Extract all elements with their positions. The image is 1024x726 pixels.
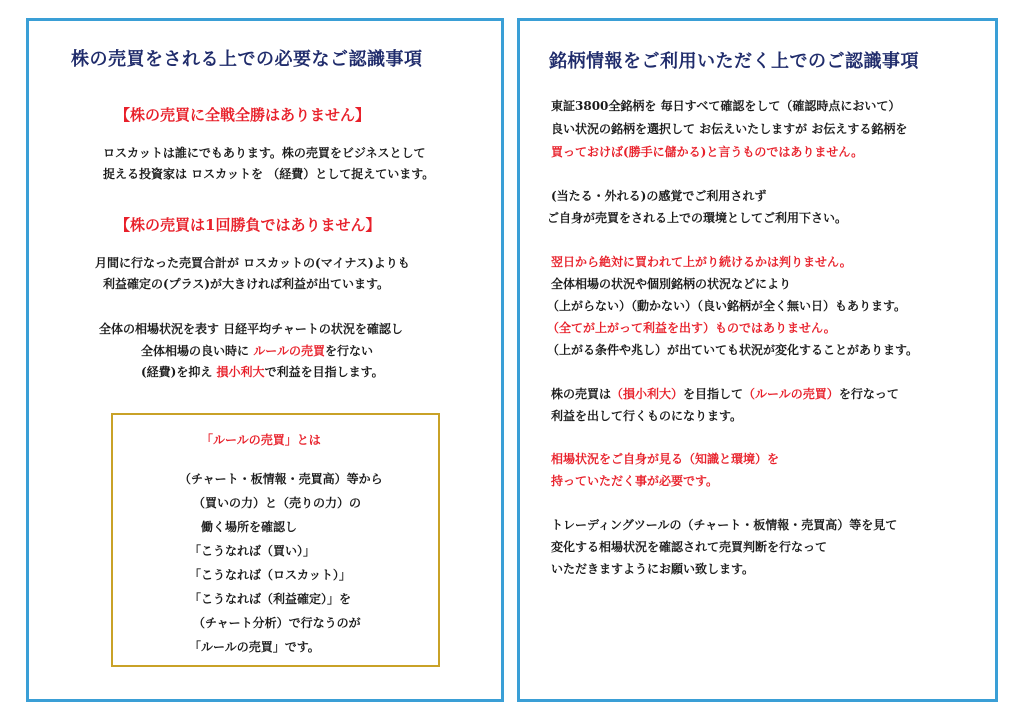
heading-no-perfect-wins: 【株の売買に全戦全勝はありません】 <box>115 106 371 124</box>
s3-line-2: 全体相場の状況や個別銘柄の状況などにより <box>551 277 792 291</box>
s4-rule-trading-highlight: （ルールの売買） <box>743 387 839 401</box>
s5-line-2: 持っていただく事が必要です。 <box>551 474 719 488</box>
s4-line-1 <box>551 387 899 401</box>
market-check-line-2 <box>141 344 373 358</box>
rule-box-line: 「ルールの売買」です。 <box>189 640 320 654</box>
left-title: 株の売買をされる上での必要なご認識事項 <box>71 49 423 70</box>
s4-small-loss-highlight: （損小利大） <box>611 387 684 401</box>
right-panel <box>517 18 998 702</box>
rule-box-line: （チャート・板情報・売買高）等から <box>179 472 383 486</box>
left-panel <box>26 18 504 702</box>
s3-line-5: （上がる条件や兆し）が出ていても状況が変化することがあります。 <box>547 343 919 357</box>
rule-box-line: 「こうなれば（利益確定）」を <box>189 592 352 606</box>
market-check-line-3-post: で利益を目指します。 <box>264 365 384 379</box>
rule-trading-highlight: ルールの売買 <box>253 344 325 358</box>
right-title: 銘柄情報をご利用いただく上でのご認識事項 <box>549 51 919 72</box>
s4-line-1-post: を行なって <box>838 387 899 401</box>
market-check-line-2-pre: 全体相場の良い時に <box>141 344 250 358</box>
s4-line-1-mid: を目指して <box>683 387 744 401</box>
market-check-line-1: 全体の相場状況を表す 日経平均チャートの状況を確認し <box>99 322 403 336</box>
s1-line-1: 東証3800全銘柄を 毎日すべて確認をして（確認時点において） <box>551 99 901 113</box>
s6-line-3: いただきますようにお願い致します。 <box>551 562 755 576</box>
market-check-line-3-pre: (経費)を抑え <box>141 365 213 379</box>
market-check-line-3 <box>141 365 384 379</box>
rule-box-title: 「ルールの売買」とは <box>201 433 321 447</box>
s1-line-3: 買っておけば(勝手に儲かる)と言うものではありません。 <box>551 145 864 159</box>
rule-box-line: 「こうなれば（ロスカット）」 <box>189 568 351 582</box>
rule-box-line: （チャート分析）で行なうのが <box>193 616 361 630</box>
s3-line-3: （上がらない）（動かない）（良い銘柄が全く無い日）もあります。 <box>547 299 907 313</box>
market-check-line-2-post: を行ない <box>324 344 373 358</box>
rule-box-line: （買いの力）と（売りの力）の <box>193 496 362 510</box>
heading-not-one-shot: 【株の売買は1回勝負ではありません】 <box>115 216 381 234</box>
losscut-line-2: 捉える投資家は ロスカットを （経費）として捉えています。 <box>103 167 435 181</box>
s2-line-1: (当たる・外れる)の感覚でご利用されず <box>551 189 767 203</box>
s4-line-1-pre: 株の売買は <box>551 387 612 401</box>
monthly-total-line-2: 利益確定の(プラス)が大きければ利益が出ています。 <box>103 277 390 291</box>
rule-box-line: 働く場所を確認し <box>201 520 298 534</box>
s3-line-4: （全てが上がって利益を出す）ものではありません。 <box>547 321 836 335</box>
s3-line-1: 翌日から絶対に買われて上がり続けるかは判りません。 <box>551 255 852 269</box>
s2-line-2: ご自身が売買をされる上での環境としてご利用下さい。 <box>547 211 848 225</box>
s5-line-1: 相場状況をご自身が見る（知識と環境）を <box>551 452 780 466</box>
monthly-total-line-1: 月間に行なった売買合計が ロスカットの(マイナス)よりも <box>95 256 410 270</box>
rule-box-line: 「こうなれば（買い）」 <box>189 544 316 558</box>
losscut-line-1: ロスカットは誰にでもあります。株の売買をビジネスとして <box>103 146 426 160</box>
s6-line-2: 変化する相場状況を確認されて売買判断を行なって <box>551 540 828 554</box>
small-loss-big-profit-highlight: 損小利大 <box>216 365 265 379</box>
s4-line-2: 利益を出して行くものになります。 <box>551 409 743 423</box>
s1-line-2: 良い状況の銘柄を選択して お伝えいたしますが お伝えする銘柄を <box>551 122 908 136</box>
rule-trading-box <box>111 413 440 667</box>
s6-line-1: トレーディングツールの（チャート・板情報・売買高）等を見て <box>551 518 898 532</box>
